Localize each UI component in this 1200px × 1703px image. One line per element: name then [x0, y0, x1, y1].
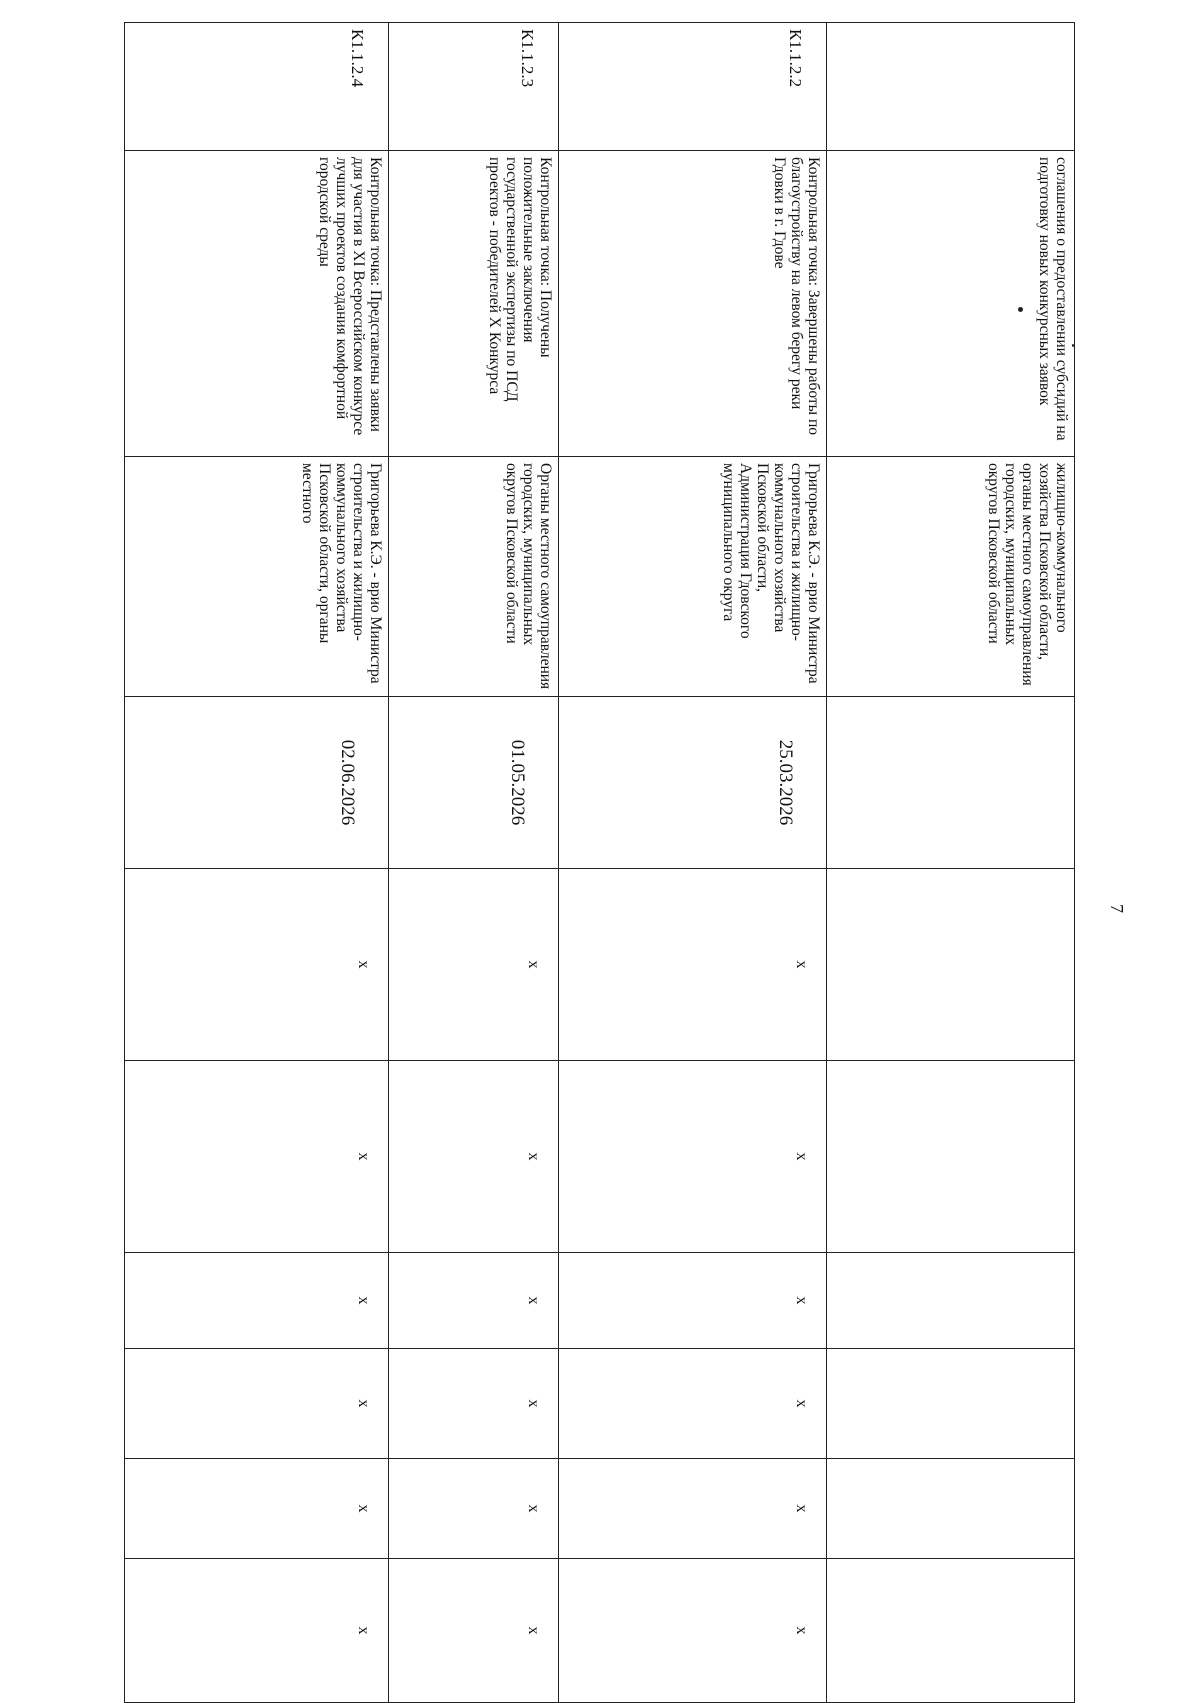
mark-cell: x	[389, 1061, 559, 1253]
mark-cell: x	[559, 1349, 827, 1459]
description-cell: Контрольная точка: Завершены работы по благоустройству на левом берегу реки Гдовки в г. Гдове	[559, 151, 827, 457]
mark-cell: x	[389, 1559, 559, 1703]
date-cell: 25.03.2026	[559, 697, 827, 869]
mark-cell: x	[559, 1559, 827, 1703]
table-row	[827, 23, 1075, 1703]
table-row	[389, 23, 559, 1703]
mark-cell: x	[125, 1459, 389, 1559]
mark-cell	[827, 1459, 1075, 1559]
responsible-cell: Григорьева К.Э. - врио Министра строительства и жилищно-коммунального хозяйства Псковской области, органы местного	[125, 457, 389, 697]
mark-cell: x	[559, 1061, 827, 1253]
mark-cell: x	[559, 1253, 827, 1349]
row-number-cell	[827, 23, 1075, 151]
date-cell	[827, 697, 1075, 869]
responsible-cell: Григорьева К.Э. - врио Министра строительства и жилищно-коммунального хозяйства Псковской области, Администрация Гдовского муниципального округа	[559, 457, 827, 697]
mark-cell: x	[125, 1061, 389, 1253]
description-cell: соглашения о предоставлении субсидий на подготовку новых конкурсных заявок	[827, 151, 1075, 457]
mark-cell	[827, 1349, 1075, 1459]
mark-cell: x	[389, 869, 559, 1061]
table-row	[559, 23, 827, 1703]
mark-cell: x	[389, 1253, 559, 1349]
row-number-cell: К1.1.2.4	[125, 23, 389, 151]
description-cell: Контрольная точка: Представлены заявки для участия в XI Всероссийском конкурсе лучших проектов создания комфортной городской среды	[125, 151, 389, 457]
table-row	[125, 23, 389, 1703]
mark-cell: x	[125, 1559, 389, 1703]
mark-cell	[827, 1253, 1075, 1349]
date-cell: 02.06.2026	[125, 697, 389, 869]
mark-cell	[827, 1559, 1075, 1703]
row-number-cell: К1.1.2.3	[389, 23, 559, 151]
mark-cell: x	[389, 1349, 559, 1459]
mark-cell: x	[389, 1459, 559, 1559]
mark-cell: x	[559, 869, 827, 1061]
mark-cell	[827, 1061, 1075, 1253]
responsible-cell: жилищно-коммунального хозяйства Псковской области, органы местного самоуправления городских, муниципальных округов Псковской области	[827, 457, 1075, 697]
rotated-table-container	[125, 22, 1075, 1702]
row-number-cell: К1.1.2.2	[559, 23, 827, 151]
mark-cell: x	[125, 869, 389, 1061]
page-number: 7	[1107, 904, 1127, 913]
mark-cell: x	[125, 1349, 389, 1459]
mark-cell: x	[559, 1459, 827, 1559]
control-points-table	[124, 22, 1075, 1703]
date-cell: 01.05.2026	[389, 697, 559, 869]
responsible-cell: Органы местного самоуправления городских, муниципальных округов Псковской области	[389, 457, 559, 697]
description-cell: Контрольная точка: Получены положительные заключения государственной экспертизы по ПСД проектов - победителей X Конкурса	[389, 151, 559, 457]
mark-cell: x	[125, 1253, 389, 1349]
mark-cell	[827, 869, 1075, 1061]
